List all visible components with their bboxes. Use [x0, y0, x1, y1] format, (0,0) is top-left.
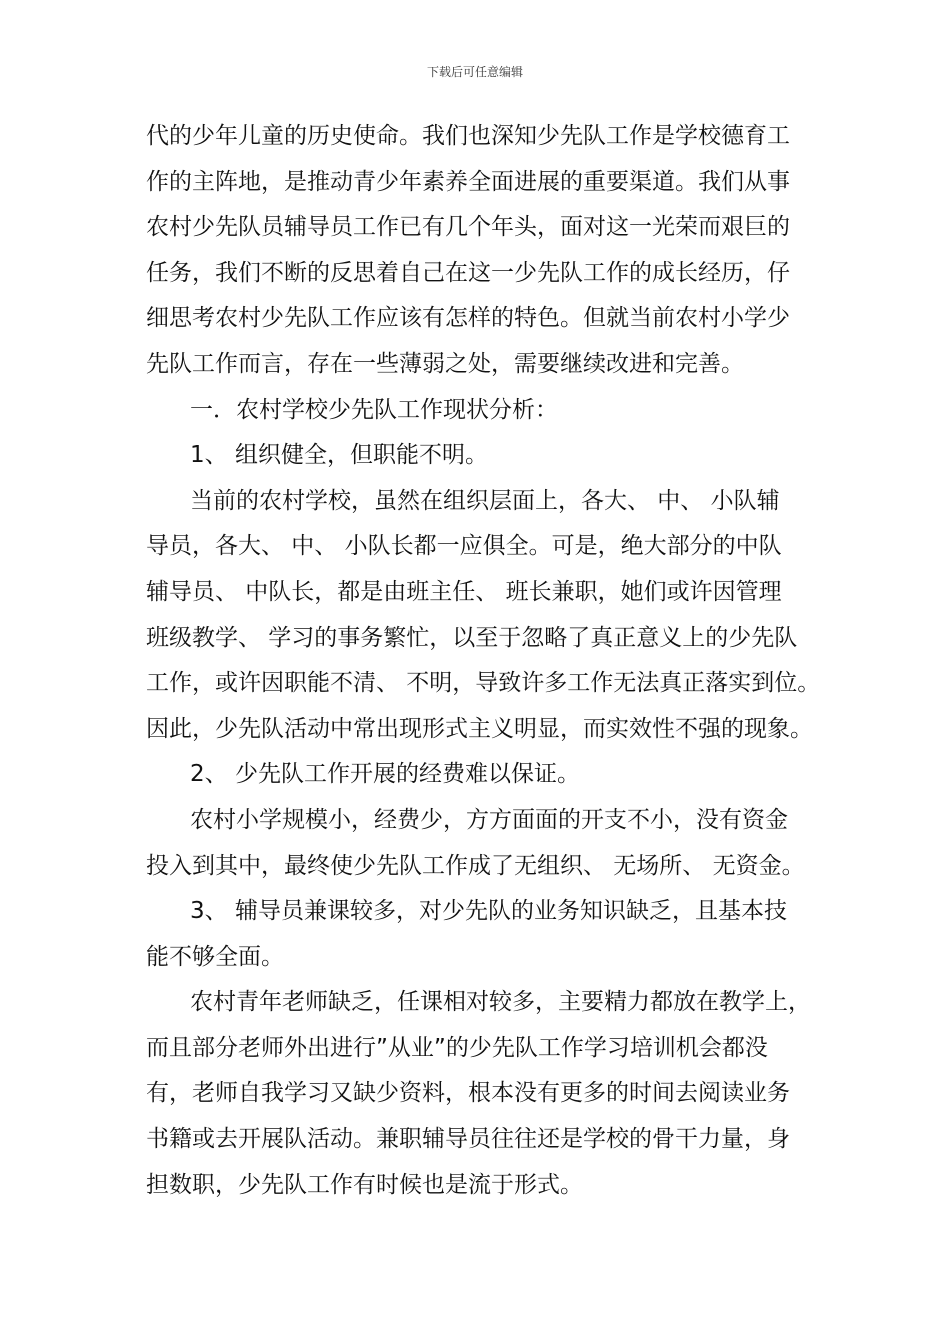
text-line: 导员，各大、 中、 小队长都一应俱全。可是，绝大部分的中队	[146, 533, 782, 560]
subheading-2: 2、 少先队工作开展的经费难以保证。	[190, 761, 580, 788]
subheading-1: 1、 组织健全，但职能不明。	[190, 442, 488, 469]
text-line: 投入到其中，最终使少先队工作成了无组织、 无场所、 无资金。	[146, 852, 805, 879]
text-line: 而且部分老师外出进行”从业”的少先队工作学习培训机会都没	[146, 1034, 768, 1061]
text-line: 农村小学规模小，经费少，方方面面的开支不小，没有资金	[190, 806, 788, 833]
page-header: 下载后可任意编辑	[426, 65, 523, 79]
text-line: 辅导员、 中队长，都是由班主任、 班长兼职，她们或许因管理	[146, 578, 782, 605]
text-line: 作的主阵地，是推动青少年素养全面进展的重要渠道。我们从事	[146, 168, 790, 195]
text-line: 工作，或许因职能不清、 不明，导致许多工作无法真正落实到位。	[146, 670, 821, 697]
text-line: 能不够全面。	[146, 943, 284, 970]
text-line: 农村青年老师缺乏，任课相对较多，主要精力都放在教学上，	[190, 989, 811, 1016]
text-line: 农村少先队员辅导员工作已有几个年头，面对这一光荣而艰巨的	[146, 214, 790, 241]
section-heading: 一．农村学校少先队工作现状分析：	[190, 396, 558, 423]
subheading-3: 3、 辅导员兼课较多，对少先队的业务知识缺乏，且基本技	[190, 898, 787, 925]
text-line: 代的少年儿童的历史使命。我们也深知少先队工作是学校德育工	[146, 123, 790, 149]
text-line: 有，老师自我学习又缺少资料，根本没有更多的时间去阅读业务	[146, 1080, 790, 1107]
text-line: 书籍或去开展队活动。兼职辅导员往往还是学校的骨干力量，身	[146, 1126, 790, 1153]
text-line: 班级教学、 学习的事务繁忙，以至于忽略了真正意义上的少先队	[146, 624, 798, 651]
text-line: 因此，少先队活动中常出现形式主义明显，而实效性不强的现象。	[146, 715, 813, 742]
text-line: 先队工作而言，存在一些薄弱之处，需要继续改进和完善。	[146, 350, 744, 377]
document-body	[146, 114, 836, 1208]
text-line: 当前的农村学校，虽然在组织层面上，各大、 中、 小队辅	[190, 487, 780, 514]
text-line: 细思考农村少先队工作应该有怎样的特色。但就当前农村小学少	[146, 305, 790, 332]
text-line: 担数职，少先队工作有时候也是流于形式。	[146, 1171, 583, 1198]
text-line: 任务，我们不断的反思着自己在这一少先队工作的成长经历，仔	[146, 259, 790, 286]
